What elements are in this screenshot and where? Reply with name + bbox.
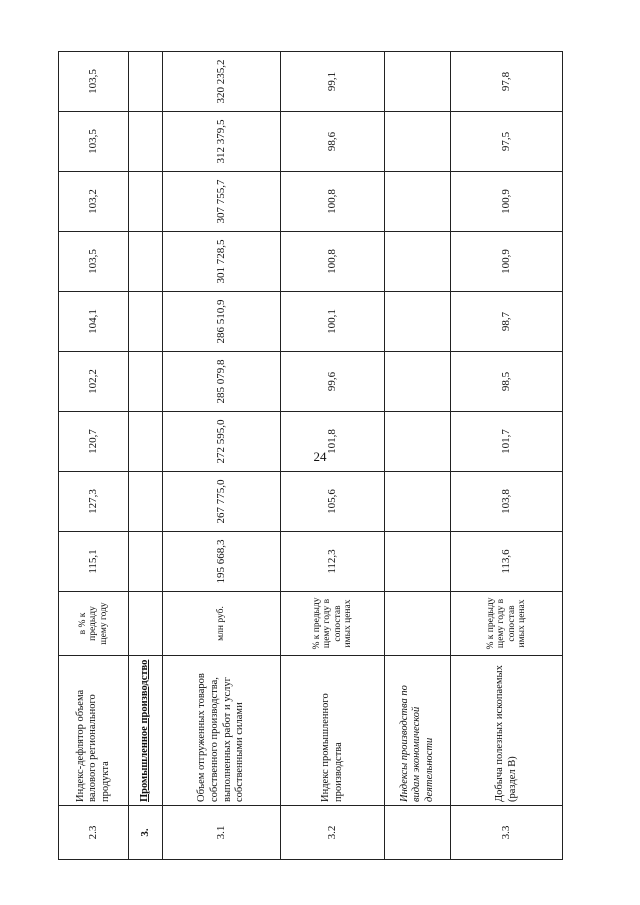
indicator-name: Промышленное производство	[129, 656, 163, 806]
value-cell	[129, 532, 163, 592]
value-cell	[385, 412, 451, 472]
value-cell: 127,3	[59, 472, 129, 532]
value-cell	[129, 412, 163, 472]
table-row	[59, 52, 129, 860]
value-cell: 98,6	[281, 112, 385, 172]
value-cell	[385, 52, 451, 112]
unit-cell	[385, 592, 451, 656]
value-cell	[385, 112, 451, 172]
value-cell: 103,5	[59, 112, 129, 172]
value-cell: 312 379,5	[163, 112, 281, 172]
value-cell: 99,6	[281, 352, 385, 412]
value-cell: 103,2	[59, 172, 129, 232]
value-cell: 100,8	[281, 232, 385, 292]
indicator-name: Индекс-дефлятор объема валового регионального продукта	[59, 656, 129, 806]
indicator-name: Добыча полезных ископаемых (раздел В)	[451, 656, 563, 806]
row-number: 3.1	[163, 806, 281, 860]
value-cell: 98,5	[451, 352, 563, 412]
value-cell: 103,8	[451, 472, 563, 532]
value-cell	[385, 232, 451, 292]
value-cell	[129, 292, 163, 352]
value-cell	[385, 472, 451, 532]
value-cell	[129, 352, 163, 412]
value-cell: 195 668,3	[163, 532, 281, 592]
value-cell: 100,8	[281, 172, 385, 232]
value-cell: 103,5	[59, 52, 129, 112]
table-row	[281, 52, 385, 860]
rotated-table-container	[58, 52, 562, 860]
table-row	[385, 52, 451, 860]
table-row	[163, 52, 281, 860]
page-number: 24	[313, 449, 327, 464]
value-cell: 100,9	[451, 172, 563, 232]
indicator-name: Объем отгруженных товаров собственного производства, выполненных работ и услуг собственными силами	[163, 656, 281, 806]
value-cell: 307 755,7	[163, 172, 281, 232]
value-cell: 100,1	[281, 292, 385, 352]
value-cell: 102,2	[59, 352, 129, 412]
value-cell	[385, 352, 451, 412]
value-cell: 115,1	[59, 532, 129, 592]
value-cell: 97,8	[451, 52, 563, 112]
value-cell	[129, 472, 163, 532]
value-cell: 97,5	[451, 112, 563, 172]
value-cell: 267 775,0	[163, 472, 281, 532]
unit-cell	[129, 592, 163, 656]
value-cell: 101,8	[281, 412, 385, 472]
row-number: 3.2	[281, 806, 385, 860]
row-number: 3.	[129, 806, 163, 860]
value-cell: 100,9	[451, 232, 563, 292]
value-cell: 98,7	[451, 292, 563, 352]
value-cell: 112,3	[281, 532, 385, 592]
value-cell	[129, 232, 163, 292]
value-cell: 285 079,8	[163, 352, 281, 412]
unit-cell: % к предыду щему году в сопостав имых ценах	[451, 592, 563, 656]
value-cell	[129, 112, 163, 172]
value-cell: 301 728,5	[163, 232, 281, 292]
value-cell: 105,6	[281, 472, 385, 532]
value-cell	[129, 52, 163, 112]
unit-cell: млн руб.	[163, 592, 281, 656]
value-cell: 101,7	[451, 412, 563, 472]
indicator-name: Индекс промышленного производства	[281, 656, 385, 806]
table-row	[129, 52, 163, 860]
unit-cell: % к предыду щему году в сопостав имых ценах	[281, 592, 385, 656]
value-cell: 320 235,2	[163, 52, 281, 112]
unit-cell: в % к предыду щему году	[59, 592, 129, 656]
value-cell	[129, 172, 163, 232]
value-cell: 120,7	[59, 412, 129, 472]
value-cell	[385, 292, 451, 352]
value-cell: 272 595,0	[163, 412, 281, 472]
indicator-name: Индексы производства по видам экономической деятельности	[385, 656, 451, 806]
rotated-table	[58, 52, 562, 860]
table-row	[451, 52, 563, 860]
row-number	[385, 806, 451, 860]
value-cell: 103,5	[59, 232, 129, 292]
value-cell: 99,1	[281, 52, 385, 112]
value-cell: 104,1	[59, 292, 129, 352]
indicators-table	[58, 51, 563, 860]
value-cell	[385, 532, 451, 592]
value-cell: 286 510,9	[163, 292, 281, 352]
value-cell	[385, 172, 451, 232]
row-number: 3.3	[451, 806, 563, 860]
row-number: 2.3	[59, 806, 129, 860]
value-cell: 113,6	[451, 532, 563, 592]
